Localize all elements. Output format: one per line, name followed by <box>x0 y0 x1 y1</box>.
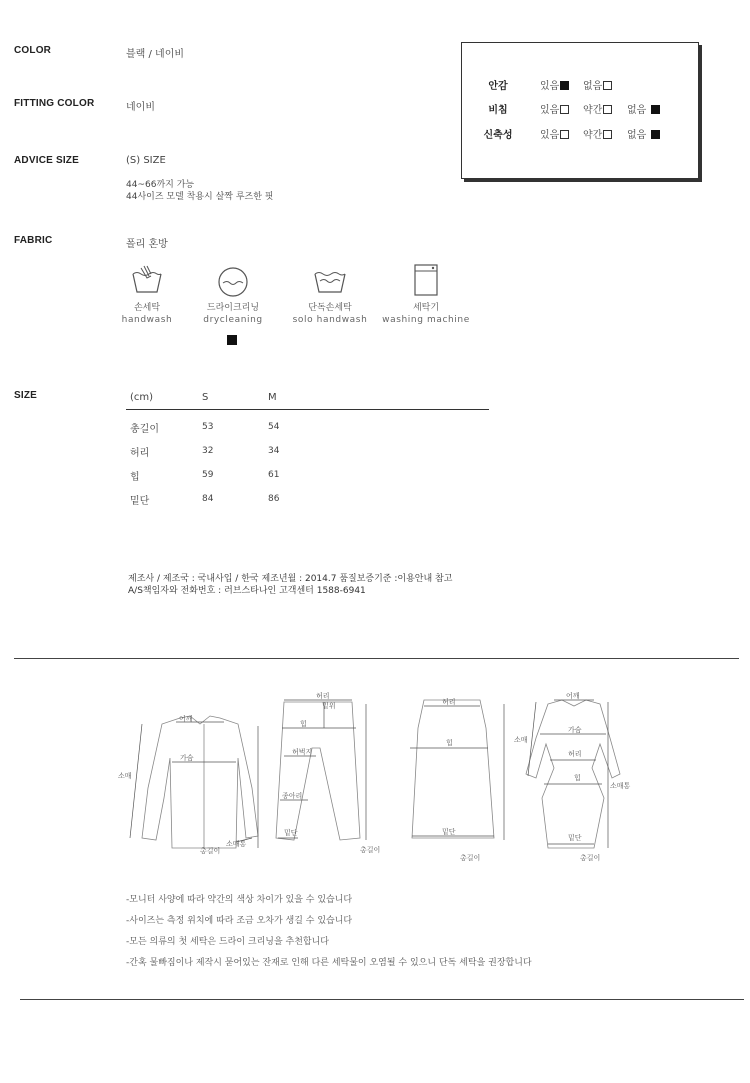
shirt-shoulder-label: 어깨 <box>179 715 193 723</box>
note-item: -사이즈는 측정 위치에 따라 조금 오차가 생길 수 있습니다 <box>126 916 353 926</box>
care-handwash <box>118 262 176 325</box>
checked-box-icon <box>560 81 569 90</box>
solo-handwash-icon <box>312 262 348 298</box>
advice-note-2: 44사이즈 모델 착용시 살짝 루즈한 핏 <box>126 192 274 202</box>
row-name: 허리 <box>130 448 150 459</box>
row-name: 총길이 <box>130 424 159 435</box>
color-value: 블랙 / 네이비 <box>126 49 185 60</box>
fabric-value: 폴리 혼방 <box>126 239 168 250</box>
empty-box-icon <box>603 81 612 90</box>
care-drycleaning <box>200 262 266 325</box>
care-label-en: washing machine <box>382 315 470 325</box>
dress-shoulder-label: 어깨 <box>566 692 580 700</box>
skirt-hem-label: 밑단 <box>442 828 456 836</box>
property-row-sheer <box>462 101 700 117</box>
pants-hip-label: 힙 <box>300 720 307 728</box>
care-solo-handwash <box>290 262 370 325</box>
color-label: COLOR <box>14 45 52 56</box>
row-s: 59 <box>202 470 214 480</box>
dress-hem-label: 밑단 <box>568 834 582 842</box>
checked-box-icon <box>651 105 660 114</box>
checked-box-icon <box>651 130 660 139</box>
dress-length-label: 총길이 <box>580 854 601 862</box>
option-label: 없음 <box>627 130 647 141</box>
option-label: 없음 <box>583 81 603 92</box>
measurement-diagram <box>112 688 652 868</box>
table-row <box>126 488 489 512</box>
maker-line-2: A/S책임자와 전화번호 : 러브스타나인 고객센터 1588-6941 <box>128 586 366 596</box>
empty-box-icon <box>603 105 612 114</box>
row-m: 54 <box>268 422 280 432</box>
skirt-waist-label: 허리 <box>442 698 456 706</box>
empty-box-icon <box>560 130 569 139</box>
option-label: 약간 <box>583 130 603 141</box>
washing-machine-icon <box>408 262 444 298</box>
option-label: 약간 <box>583 105 603 116</box>
row-s: 53 <box>202 422 214 432</box>
option-label: 없음 <box>627 105 647 116</box>
shirt-sleeve-label: 소매 <box>118 772 132 780</box>
fitting-color-label: FITTING COLOR <box>14 98 95 109</box>
shirt-length-label: 총길이 <box>200 847 221 855</box>
header-s: S <box>202 392 209 403</box>
header-unit: (cm) <box>130 392 154 403</box>
dress-chest-label: 가슴 <box>568 726 582 734</box>
empty-box-icon <box>603 130 612 139</box>
property-box <box>461 42 699 179</box>
care-label-kr: 단독손세탁 <box>308 303 352 313</box>
pants-waist-label: 허리 <box>316 692 330 700</box>
note-item: -모니터 사양에 따라 약간의 색상 차이가 있을 수 있습니다 <box>126 895 353 905</box>
table-row <box>126 416 489 440</box>
pants-rise-label: 밑위 <box>322 702 336 710</box>
care-label-kr: 세탁기 <box>412 303 440 313</box>
drycleaning-icon <box>215 262 251 298</box>
shirt-cuff-label: 소매통 <box>226 840 247 848</box>
skirt-length-label: 총길이 <box>460 854 481 862</box>
pants-length-label: 총길이 <box>360 846 381 854</box>
care-label-kr: 손세탁 <box>133 303 161 313</box>
size-label: SIZE <box>14 390 38 401</box>
row-m: 86 <box>268 494 280 504</box>
property-row-stretch <box>462 126 700 142</box>
size-table <box>126 388 489 512</box>
care-label-en: solo handwash <box>292 315 368 325</box>
pants-hem-label: 밑단 <box>284 829 298 837</box>
property-name: 신축성 <box>483 130 513 141</box>
size-table-header <box>126 388 489 410</box>
header-m: M <box>268 392 277 403</box>
note-item: -모든 의류의 첫 세탁은 드라이 크리닝을 추천합니다 <box>126 937 329 947</box>
pants-thigh-label: 허벅지 <box>292 748 313 756</box>
table-row <box>126 464 489 488</box>
table-row <box>126 440 489 464</box>
row-s: 32 <box>202 446 214 456</box>
pants-knee-label: 종아리 <box>282 792 303 800</box>
skirt-hip-label: 힙 <box>446 739 453 747</box>
selected-marker-icon <box>227 335 237 345</box>
dress-waist-label: 허리 <box>568 750 582 758</box>
note-item: -간혹 물빠짐이나 제작시 묻어있는 잔재로 인해 다른 세탁물이 오염될 수 있으니 단독 세탁을 권장합니다 <box>126 958 532 968</box>
row-s: 84 <box>202 494 214 504</box>
fitting-color-value: 네이비 <box>126 102 155 113</box>
notes-list <box>126 892 532 976</box>
empty-box-icon <box>560 105 569 114</box>
row-m: 34 <box>268 446 280 456</box>
property-row-lining <box>462 77 700 93</box>
maker-info <box>128 573 452 597</box>
advice-size-label: ADVICE SIZE <box>14 155 79 166</box>
row-name: 밑단 <box>130 496 150 507</box>
fabric-label: FABRIC <box>14 235 53 246</box>
divider <box>14 658 739 659</box>
divider <box>20 999 744 1000</box>
care-label-kr: 드라이크리닝 <box>206 303 260 313</box>
shirt-chest-label: 가슴 <box>180 754 194 762</box>
care-label-en: drycleaning <box>203 315 263 325</box>
dress-cuff-label: 소매통 <box>610 782 631 790</box>
advice-note-1: 44~66까지 가능 <box>126 180 195 190</box>
option-label: 있음 <box>540 130 560 141</box>
row-name: 힙 <box>130 472 140 483</box>
row-m: 61 <box>268 470 280 480</box>
property-name: 비침 <box>488 105 508 116</box>
option-label: 있음 <box>540 81 560 92</box>
option-label: 있음 <box>540 105 560 116</box>
advice-size-value: (S) SIZE <box>126 155 166 166</box>
dress-hip-label: 힙 <box>574 774 581 782</box>
property-name: 안감 <box>488 81 508 92</box>
dress-sleeve-label: 소매 <box>514 736 528 744</box>
care-label-en: handwash <box>121 315 173 325</box>
handwash-icon <box>129 262 165 298</box>
maker-line-1: 제조사 / 제조국 : 국내사입 / 한국 제조년월 : 2014.7 품질보증기준 :이용안내 참고 <box>128 574 453 584</box>
care-washing-machine <box>381 262 471 325</box>
